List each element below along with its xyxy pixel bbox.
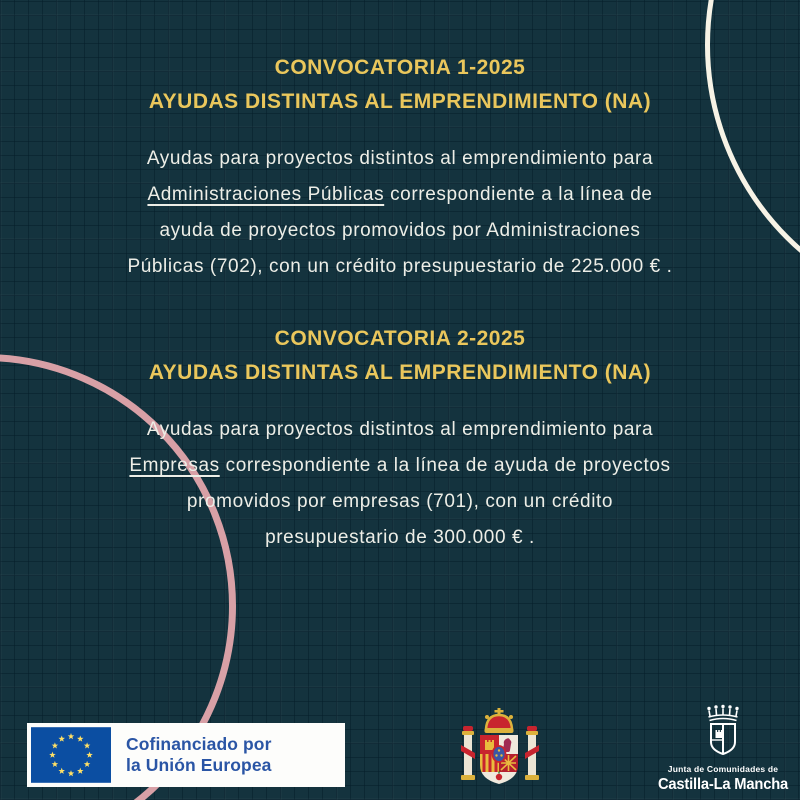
paragraph-line: Administraciones Públicas correspondiente a la línea de: [147, 184, 653, 205]
eu-label-line2: la Unión Europea: [126, 755, 272, 775]
paragraph-line: presupuestario de 300.000 € .: [265, 527, 535, 548]
castilla-la-mancha-shield-icon: [691, 704, 755, 756]
section2-title-line2: AYUDAS DISTINTAS AL EMPRENDIMIENTO (NA): [148, 361, 652, 384]
section2-paragraph: [0, 412, 800, 556]
spain-coat-of-arms-icon: [454, 707, 546, 797]
section2-title: [0, 322, 800, 390]
paragraph-line: ayuda de proyectos promovidos por Administraciones: [159, 220, 641, 241]
section2-title-line1: CONVOCATORIA 2-2025: [274, 327, 526, 350]
paragraph-line: Empresas correspondiente a la línea de ayuda de proyectos: [129, 455, 671, 476]
section1-title-line2: AYUDAS DISTINTAS AL EMPRENDIMIENTO (NA): [148, 90, 652, 113]
clm-label-small: Junta de Comunidades de: [667, 764, 779, 774]
paragraph-line: Ayudas para proyectos distintos al emprendimiento para: [146, 148, 654, 169]
paragraph-line: Públicas (702), con un crédito presupuestario de 225.000 € .: [127, 256, 673, 277]
underlined-term: Empresas: [129, 455, 220, 476]
underlined-term: Administraciones Públicas: [147, 184, 385, 205]
section-convocatoria-2: [0, 322, 800, 556]
paragraph-line: promovidos por empresas (701), con un crédito: [186, 491, 614, 512]
castilla-la-mancha-logo: [648, 704, 798, 794]
section-convocatoria-1: [0, 51, 800, 285]
paragraph-line: Ayudas para proyectos distintos al emprendimiento para: [146, 419, 654, 440]
section1-paragraph: [0, 141, 800, 285]
section1-title: [0, 51, 800, 119]
eu-label-line1: Cofinanciado por: [126, 733, 272, 754]
section1-title-line1: CONVOCATORIA 1-2025: [274, 56, 526, 79]
clm-label-big: Castilla-La Mancha: [657, 776, 789, 793]
